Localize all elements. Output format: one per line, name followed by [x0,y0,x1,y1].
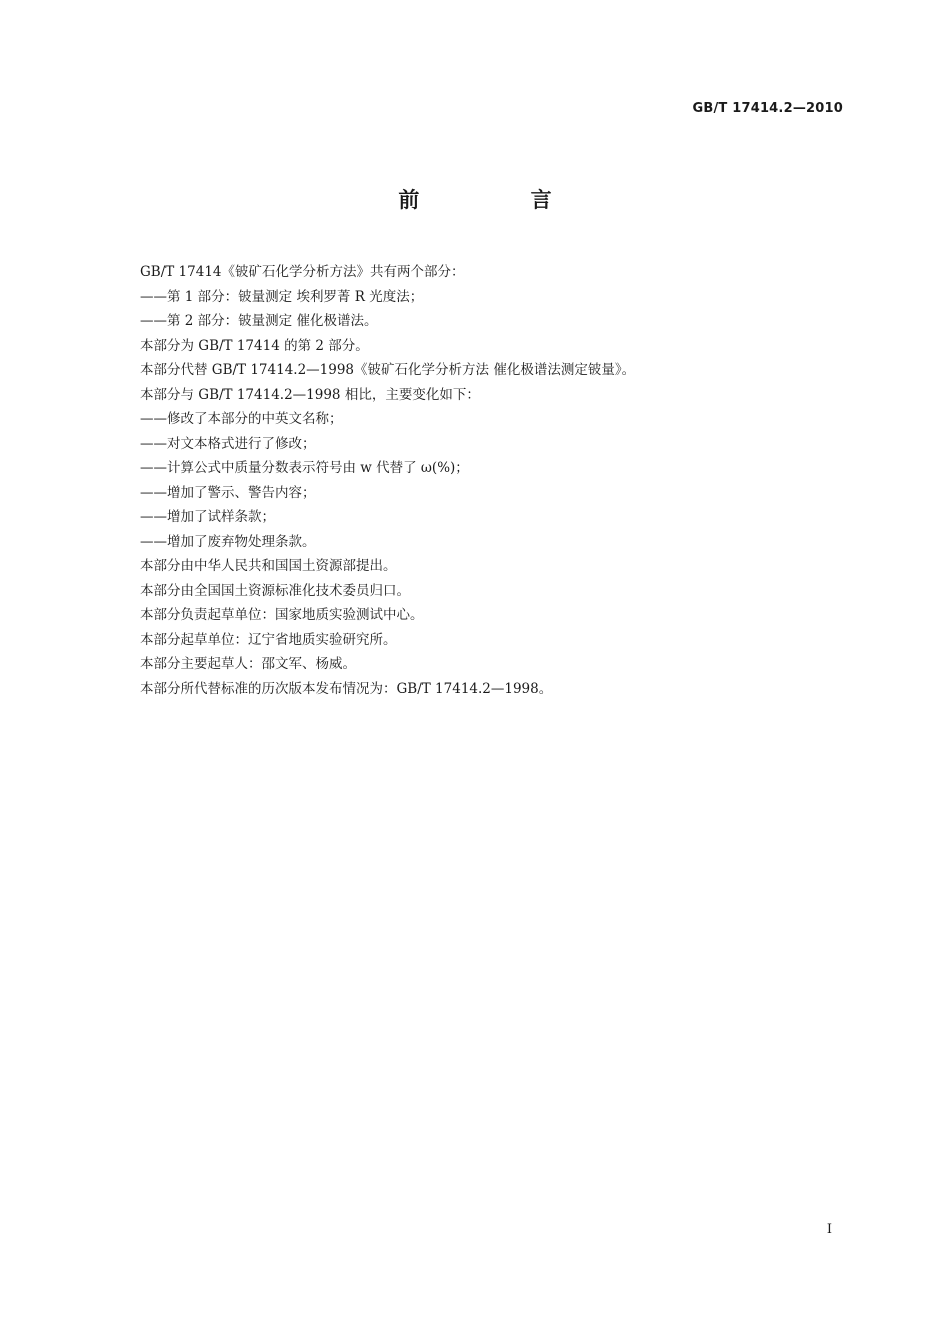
paragraph: 本部分与 GB/T 17414.2—1998 相比，主要变化如下： [140,386,480,403]
paragraph: ——计算公式中质量分数表示符号由 w 代替了 ω(%)； [140,460,469,476]
paragraph: ——对文本格式进行了修改； [140,435,316,452]
paragraph: 本部分由中华人民共和国国土资源部提出。 [140,558,397,574]
paragraph: ——增加了废弃物处理条款。 [140,533,316,550]
paragraph: GB/T 17414《铍矿石化学分析方法》共有两个部分： [140,264,465,280]
paragraph: ——增加了试样条款； [140,509,275,525]
paragraph: 本部分主要起草人：邵文军、杨威。 [140,656,356,672]
page-title: 前 言 [398,188,604,212]
paragraph: ——修改了本部分的中英文名称； [140,411,343,427]
paragraph: 本部分所代替标准的历次版本发布情况为：GB/T 17414.2—1998。 [140,680,553,697]
body-text [140,260,840,701]
paragraph: 本部分负责起草单位：国家地质实验测试中心。 [140,607,424,623]
standard-code: GB/T 17414.2—2010 [692,101,843,116]
paragraph: ——第 2 部分：铍量测定 催化极谱法。 [140,313,378,329]
paragraph: ——第 1 部分：铍量测定 埃利罗菁 R 光度法； [140,288,424,305]
paragraph: 本部分由全国国土资源标准化技术委员归口。 [140,582,410,599]
paragraph: 本部分起草单位：辽宁省地质实验研究所。 [140,631,397,648]
paragraph: 本部分为 GB/T 17414 的第 2 部分。 [140,337,369,354]
paragraph: ——增加了警示、警告内容； [140,484,316,501]
page-number: I [826,1222,832,1237]
paragraph: 本部分代替 GB/T 17414.2—1998《铍矿石化学分析方法 催化极谱法测定铍量》。 [140,362,636,378]
